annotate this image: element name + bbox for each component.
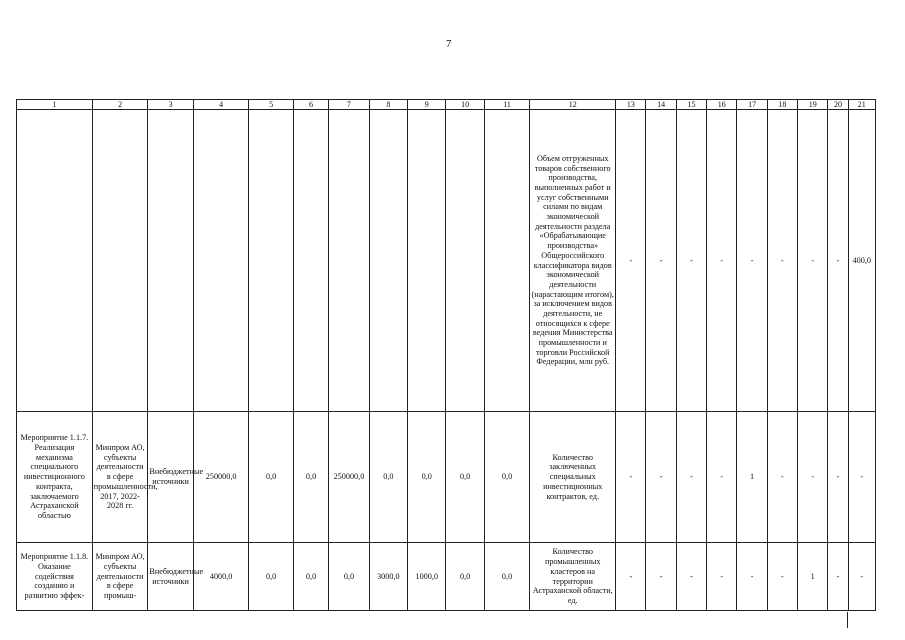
indicator-value-cell: 400,0 — [848, 110, 875, 412]
indicator-value-cell: - — [798, 412, 828, 543]
activity-name-cell: Мероприятие 1.1.7. Реализация механизма специального инвестиционного контракта, заключаемого Астраханской областью — [17, 412, 93, 543]
column-number: 8 — [369, 100, 407, 110]
indicator-cell: Объем отгруженных товаров собственного производства, выполненных работ и услуг собственными силами по видам экономической деятельности раздела «Обрабатывающие производства» Общероссийского классификатора видов экономической деятельности (нарастающим итогом), за исключением видов деятельности, не относящихся к сфере ведения Министерства промышленности и торговли Российской Федерации, млн руб. — [530, 110, 616, 412]
indicator-value-cell: - — [646, 412, 676, 543]
value-cell — [249, 110, 293, 412]
column-number: 20 — [828, 100, 848, 110]
column-number: 2 — [92, 100, 148, 110]
program-table — [16, 99, 876, 611]
indicator-value-cell: - — [828, 110, 848, 412]
value-cell: 0,0 — [249, 412, 293, 543]
column-number: 5 — [249, 100, 293, 110]
indicator-value-cell: - — [828, 543, 848, 611]
column-number: 11 — [484, 100, 529, 110]
value-cell — [408, 110, 446, 412]
value-cell — [193, 110, 249, 412]
value-cell: 0,0 — [484, 412, 529, 543]
value-cell: 0,0 — [446, 543, 484, 611]
column-number: 9 — [408, 100, 446, 110]
indicator-value-cell: - — [848, 543, 875, 611]
indicator-value-cell: 1 — [798, 543, 828, 611]
indicator-value-cell: - — [828, 412, 848, 543]
value-cell: 0,0 — [484, 543, 529, 611]
responsible-cell: Минпром АО, субъекты деятельности в сфере промыш- — [92, 543, 148, 611]
responsible-cell — [92, 110, 148, 412]
indicator-value-cell: - — [767, 412, 797, 543]
column-number: 7 — [329, 100, 369, 110]
column-number: 16 — [707, 100, 737, 110]
column-number: 12 — [530, 100, 616, 110]
indicator-value-cell: - — [616, 110, 646, 412]
indicator-value-cell: - — [676, 110, 706, 412]
value-cell — [329, 110, 369, 412]
value-cell: 0,0 — [369, 412, 407, 543]
funding-source-cell: Внебюджетные источники — [148, 543, 193, 611]
indicator-value-cell: - — [767, 543, 797, 611]
page-number: 7 — [446, 38, 452, 50]
value-cell: 0,0 — [249, 543, 293, 611]
value-cell: 0,0 — [329, 543, 369, 611]
value-cell: 250000,0 — [193, 412, 249, 543]
value-cell: 4000,0 — [193, 543, 249, 611]
value-cell: 0,0 — [446, 412, 484, 543]
indicator-value-cell: - — [707, 412, 737, 543]
indicator-value-cell: - — [676, 412, 706, 543]
table-row — [17, 110, 876, 412]
indicator-value-cell: - — [616, 543, 646, 611]
column-number: 14 — [646, 100, 676, 110]
column-number: 10 — [446, 100, 484, 110]
column-number: 19 — [798, 100, 828, 110]
column-number-row — [17, 100, 876, 110]
indicator-value-cell: - — [798, 110, 828, 412]
activity-name-cell: Мероприятие 1.1.8. Оказание содействия созданию и развитию эффек- — [17, 543, 93, 611]
column-number: 6 — [293, 100, 328, 110]
value-cell — [293, 110, 328, 412]
activity-name-cell — [17, 110, 93, 412]
indicator-value-cell: - — [676, 543, 706, 611]
table-continuation-line — [847, 612, 848, 628]
value-cell: 3000,0 — [369, 543, 407, 611]
column-number: 17 — [737, 100, 767, 110]
indicator-value-cell: - — [737, 110, 767, 412]
column-number: 21 — [848, 100, 875, 110]
value-cell: 0,0 — [293, 412, 328, 543]
indicator-value-cell: - — [616, 412, 646, 543]
indicator-value-cell: 1 — [737, 412, 767, 543]
column-number: 3 — [148, 100, 193, 110]
value-cell — [369, 110, 407, 412]
value-cell — [484, 110, 529, 412]
value-cell — [446, 110, 484, 412]
indicator-value-cell: - — [767, 110, 797, 412]
indicator-value-cell: - — [707, 110, 737, 412]
indicator-value-cell: - — [737, 543, 767, 611]
value-cell: 250000,0 — [329, 412, 369, 543]
value-cell: 0,0 — [293, 543, 328, 611]
funding-source-cell: Внебюджетные источники — [148, 412, 193, 543]
column-number: 1 — [17, 100, 93, 110]
indicator-cell: Количество промышленных кластеров на территории Астраханской области, ед. — [530, 543, 616, 611]
indicator-value-cell: - — [646, 110, 676, 412]
column-number: 18 — [767, 100, 797, 110]
value-cell: 1000,0 — [408, 543, 446, 611]
column-number: 15 — [676, 100, 706, 110]
column-number: 13 — [616, 100, 646, 110]
funding-source-cell — [148, 110, 193, 412]
indicator-cell: Количество заключенных специальных инвестиционных контрактов, ед. — [530, 412, 616, 543]
responsible-cell: Минпром АО, субъекты деятельности в сфере промышленности, 2017, 2022-2028 гг. — [92, 412, 148, 543]
indicator-value-cell: - — [646, 543, 676, 611]
value-cell: 0,0 — [408, 412, 446, 543]
indicator-value-cell: - — [848, 412, 875, 543]
column-number: 4 — [193, 100, 249, 110]
table-row — [17, 412, 876, 543]
indicator-value-cell: - — [707, 543, 737, 611]
table-row — [17, 543, 876, 611]
